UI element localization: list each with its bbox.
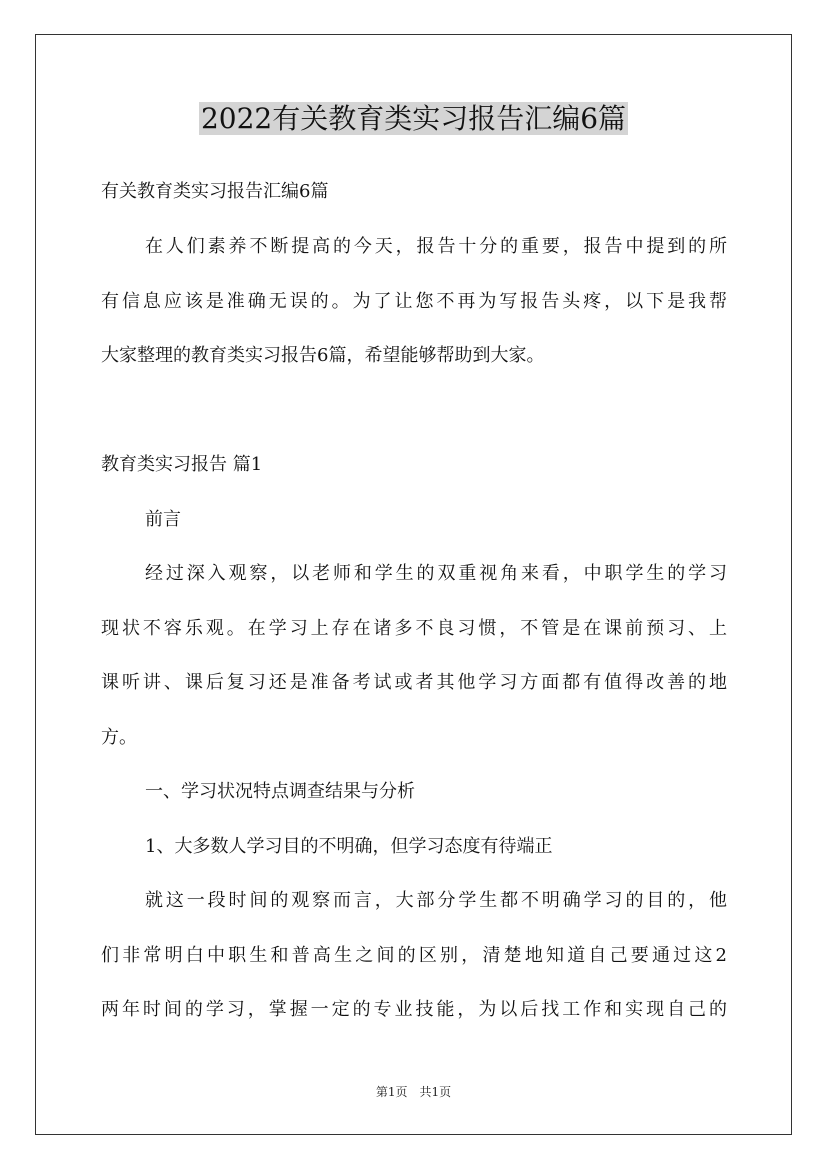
paragraph-line: 就这一段时间的观察而言，大部分学生都不明确学习的目的，他 xyxy=(145,890,727,911)
paragraph-line: 经过深入观察，以老师和学生的双重视角来看，中职学生的学习 xyxy=(145,563,727,584)
subsection-heading: 1、大多数人学习目的不明确，但学习态度有待端正 xyxy=(145,836,553,857)
paragraph-line: 有信息应该是准确无误的。为了让您不再为写报告头疼，以下是我帮 xyxy=(101,291,727,312)
subsection-heading: 一、学习状况特点调查结果与分析 xyxy=(145,781,415,802)
paragraph-line: 方。 xyxy=(101,727,137,748)
paragraph-line: 们非常明白中职生和普高生之间的区别，清楚地知道自己要通过这2 xyxy=(101,945,727,966)
paragraph-line: 现状不容乐观。在学习上存在诸多不良习惯，不管是在课前预习、上 xyxy=(101,618,727,639)
section-preface: 前言 xyxy=(145,509,181,530)
document-title: 2022有关教育类实习报告汇编6篇 xyxy=(200,102,627,135)
paragraph-line: 在人们素养不断提高的今天，报告十分的重要，报告中提到的所 xyxy=(145,236,727,257)
paragraph-line: 大家整理的教育类实习报告6篇，希望能够帮助到大家。 xyxy=(101,345,545,366)
paragraph-line: 两年时间的学习，掌握一定的专业技能，为以后找工作和实现自己的 xyxy=(101,999,727,1020)
section-heading: 教育类实习报告 篇1 xyxy=(101,454,263,475)
subtitle-line: 有关教育类实习报告汇编6篇 xyxy=(101,181,329,202)
page-footer: 第1页 共1页 xyxy=(375,1085,452,1099)
paragraph-line: 课听讲、课后复习还是准备考试或者其他学习方面都有值得改善的地 xyxy=(101,672,727,693)
